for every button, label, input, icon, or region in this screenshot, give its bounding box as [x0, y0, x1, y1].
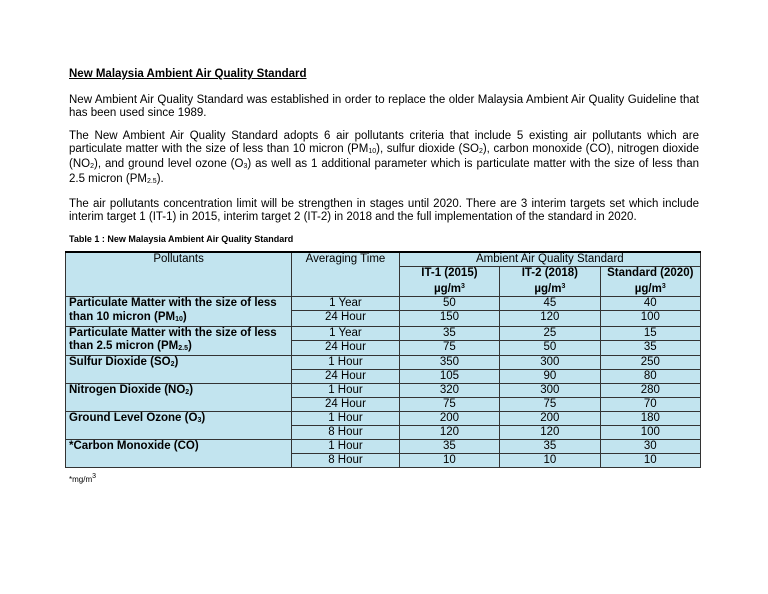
table-row — [66, 311, 701, 327]
avg-cell: 1 Hour — [292, 384, 400, 398]
it1-cell: 10 — [399, 454, 499, 468]
table-row — [66, 297, 701, 311]
header-std: Standard (2020) — [600, 267, 700, 281]
pollutant-pm10-line2: than 10 micron $(PM_{10})$ — [66, 311, 292, 327]
header-standard-group: Ambient Air Quality Standard — [399, 252, 700, 267]
it1-cell: 120 — [399, 426, 499, 440]
it1-cell: 75 — [399, 340, 499, 356]
std-cell: 80 — [600, 370, 700, 384]
std-cell: 40 — [600, 297, 700, 311]
pollutant-no2: Nitrogen Dioxide $(NO_2)$ — [66, 384, 292, 412]
it1-cell: 75 — [399, 398, 499, 412]
avg-cell: 1 Hour — [292, 440, 400, 454]
pollutant-pm25: Particulate Matter with the size of less — [66, 326, 292, 340]
paragraph-pollutants: The New Ambient Air Quality Standard adopts 6 air pollutants criteria that include 5 existing air pollutants which are particulate matter with the size of less than 10 micron $(PM_{10})$, sulfur dioxide $(SO_2)$, carbon monoxide (CO), nitrogen dioxide $(NO_2)$, and ground level ozone $(O_3)$ as well as 1 additional parameter which is particulate matter with the size of less than 2.5 micron $(PM_{2.5})$. — [69, 130, 699, 185]
header-it2: IT-2 (2018) — [500, 267, 600, 281]
it2-cell: 50 — [500, 340, 600, 356]
header-it1: IT-1 (2015) — [399, 267, 499, 281]
it1-cell: 200 — [399, 412, 499, 426]
avg-cell: 24 Hour — [292, 370, 400, 384]
it2-cell: 120 — [500, 311, 600, 327]
pollutant-o3: Ground Level Ozone $(O_3)$ — [66, 412, 292, 440]
it1-cell: 35 — [399, 440, 499, 454]
avg-cell: 1 Hour — [292, 356, 400, 370]
avg-cell: 1 Year — [292, 326, 400, 340]
unit-std: $\mu g/m^3$ — [600, 280, 700, 297]
std-cell: 35 — [600, 340, 700, 356]
std-cell: 280 — [600, 384, 700, 398]
pollutant-co: *Carbon Monoxide (CO) — [66, 440, 292, 468]
paragraph-targets: The air pollutants concentration limit will be strengthen in stages until 2020. There are 3 interim targets set which include interim target 1 (IT-1) in 2015, interim target 2 (IT-2) in 2018 and the full implementation of the standard in 2020. — [69, 198, 699, 223]
avg-cell: 1 Hour — [292, 412, 400, 426]
std-cell: 30 — [600, 440, 700, 454]
avg-cell: 8 Hour — [292, 454, 400, 468]
unit-it2: $\mu g/m^3$ — [500, 280, 600, 297]
paragraph-intro: New Ambient Air Quality Standard was established in order to replace the older Malaysia Ambient Air Quality Guideline that has been used since 1989. — [69, 94, 699, 119]
std-cell: 180 — [600, 412, 700, 426]
it2-cell: 75 — [500, 398, 600, 412]
pollutant-pm10: Particulate Matter with the size of less — [66, 297, 292, 311]
it2-cell: 120 — [500, 426, 600, 440]
avg-cell: 24 Hour — [292, 398, 400, 412]
page-title: New Malaysia Ambient Air Quality Standard — [69, 68, 307, 80]
it1-cell: 50 — [399, 297, 499, 311]
pollutant-pm25-line2: than 2.5 micron $(PM_{2.5})$ — [66, 340, 292, 356]
it1-cell: 105 — [399, 370, 499, 384]
std-cell: 15 — [600, 326, 700, 340]
avg-cell: 1 Year — [292, 297, 400, 311]
it2-cell: 300 — [500, 384, 600, 398]
it1-cell: 150 — [399, 311, 499, 327]
avg-cell: 24 Hour — [292, 311, 400, 327]
it2-cell: 10 — [500, 454, 600, 468]
unit-it1: $\mu g/m^3$ — [399, 280, 499, 297]
it1-cell: 320 — [399, 384, 499, 398]
it1-cell: 350 — [399, 356, 499, 370]
table-row — [66, 412, 701, 426]
it2-cell: 90 — [500, 370, 600, 384]
table-row — [66, 384, 701, 398]
it2-cell: 300 — [500, 356, 600, 370]
table-footnote: $*mg/m^3$ — [69, 473, 97, 484]
air-quality-table — [65, 251, 701, 468]
it2-cell: 35 — [500, 440, 600, 454]
table-row — [66, 340, 701, 356]
it2-cell: 200 — [500, 412, 600, 426]
std-cell: 250 — [600, 356, 700, 370]
table-row — [66, 356, 701, 370]
header-pollutants: Pollutants — [66, 252, 292, 297]
header-averaging-time: Averaging Time — [292, 252, 400, 297]
table-row — [66, 326, 701, 340]
avg-cell: 8 Hour — [292, 426, 400, 440]
std-cell: 100 — [600, 426, 700, 440]
it2-cell: 25 — [500, 326, 600, 340]
pollutant-so2: Sulfur Dioxide $(SO_2)$ — [66, 356, 292, 384]
std-cell: 100 — [600, 311, 700, 327]
std-cell: 70 — [600, 398, 700, 412]
avg-cell: 24 Hour — [292, 340, 400, 356]
table-caption: Table 1 : New Malaysia Ambient Air Quality Standard — [69, 234, 294, 244]
std-cell: 10 — [600, 454, 700, 468]
table-header-row — [66, 252, 701, 267]
it1-cell: 35 — [399, 326, 499, 340]
document-body — [69, 68, 699, 254]
table-row — [66, 440, 701, 454]
it2-cell: 45 — [500, 297, 600, 311]
